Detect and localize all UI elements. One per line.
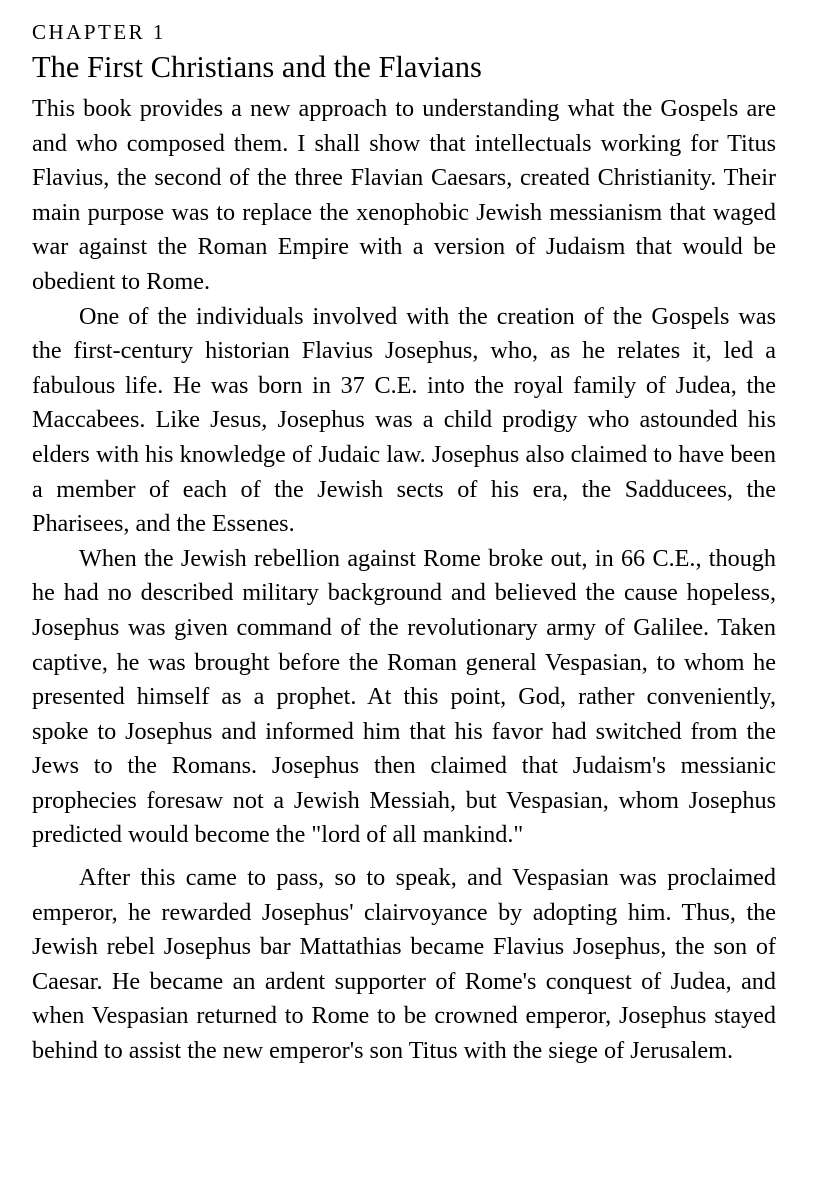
paragraph-1: This book provides a new approach to understanding what the Gospels are and who composed them. I shall show that intellectuals working for Titus Flavius, the second of the three Flavian Caesars, created Christianity. Their main purpose was to replace the xenophobic Jewish messianism that waged war against the Roman Empire with a version of Judaism that would be obedient to Rome. — [32, 95, 776, 295]
book-page — [32, 18, 776, 1069]
chapter-label: CHAPTER 1 — [32, 20, 166, 44]
paragraph-2: One of the individuals involved with the creation of the Gospels was the first-century historian Flavius Josephus, who, as he relates it, led a fabulous life. He was born in 37 C.E. into the royal family of Judea, the Maccabees. Like Jesus, Josephus was a child prodigy who astounded his elders with his knowledge of Judaic law. Josephus also claimed to have been a member of each of the Jewish sects of his era, the Sadducees, the Pharisees, and the Essenes. — [32, 302, 776, 538]
chapter-body — [32, 92, 776, 1069]
chapter-title: The First Christians and the Flavians — [32, 50, 482, 84]
paragraph-4: After this came to pass, so to speak, and Vespasian was proclaimed emperor, he rewarded Josephus' clairvoyance by adopting him. Thus, the Jewish rebel Josephus bar Mattathias became Flavius Josephus, the son of Caesar. He became an ardent supporter of Rome's conquest of Judea, and when Vespasian returned to Rome to be crowned emperor, Josephus stayed behind to assist the new emperor's son Titus with the siege of Jerusalem. — [32, 864, 776, 1065]
paragraph-3: When the Jewish rebellion against Rome broke out, in 66 C.E., though he had no described military background and believed the cause hopeless, Josephus was given command of the revolutionary army of Galilee. Taken captive, he was brought before the Roman general Vespasian, to whom he presented himself as a prophet. At this point, God, rather conveniently, spoke to Josephus and informed him that his favor had switched from the Jews to the Romans. Josephus then claimed that Judaism's messianic prophecies foresaw not a Jewish Messiah, but Vespasian, whom Josephus predicted would become the "lord of all mankind." — [32, 544, 776, 849]
